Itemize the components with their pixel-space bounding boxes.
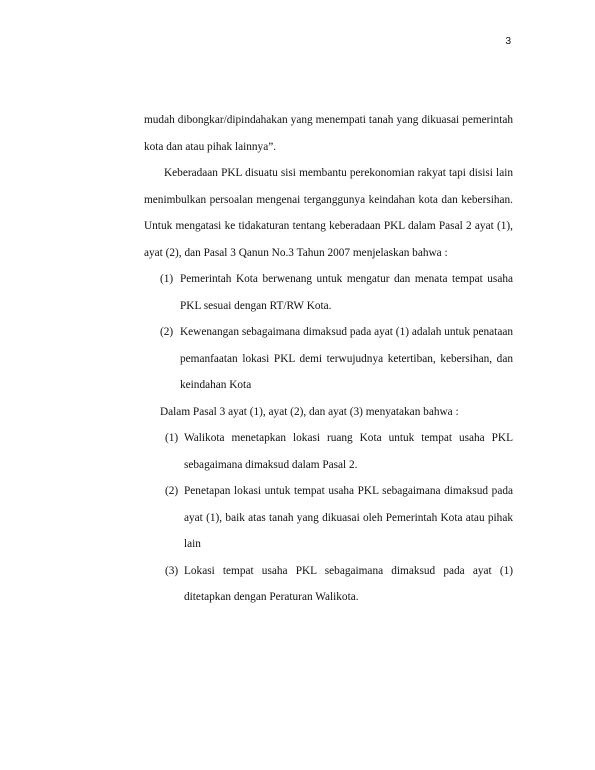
article-2-list	[160, 266, 513, 399]
list-item	[165, 425, 513, 478]
list-item-marker: (1)	[160, 273, 174, 285]
article-3-list	[165, 425, 513, 611]
list-item-text: Penetapan lokasi untuk tempat usaha PKL sebagaimana dimaksud pada ayat (1), baik atas tanah yang dikuasai oleh Pemerintah Kota atau pihak lain	[184, 485, 513, 550]
list-item	[160, 319, 513, 399]
list-item-marker: (2)	[165, 485, 179, 497]
paragraph-2: Keberadaan PKL disuatu sisi membantu perekonomian rakyat tapi disisi lain menimbulkan persoalan mengenai terganggunya keindahan kota dan kebersihan. Untuk mengatasi ke tidakaturan tentang keberadaan PKL dalam Pasal 2 ayat (1), ayat (2), dan Pasal 3 Qanun No.3 Tahun 2007 menjelaskan bahwa :	[144, 167, 513, 259]
list-item-text: Walikota menetapkan lokasi ruang Kota untuk tempat usaha PKL sebagaimana dimaksud dalam Pasal 2.	[184, 432, 513, 471]
list-item-text: Pemerintah Kota berwenang untuk mengatur dan menata tempat usaha PKL sesuai dengan RT/RW Kota.	[180, 273, 513, 312]
page-number: 3	[505, 36, 511, 47]
list-item-text: Kewenangan sebagaimana dimaksud pada ayat (1) adalah untuk penataan pemanfaatan lokasi PKL demi terwujudnya ketertiban, kebersihan, dan keindahan Kota	[180, 326, 513, 391]
list-item	[165, 478, 513, 558]
list-item-marker: (3)	[165, 564, 179, 577]
document-body	[144, 107, 513, 611]
paragraph-3: Dalam Pasal 3 ayat (1), ayat (2), dan ayat (3) menyatakan bahwa :	[160, 405, 459, 418]
list-item-marker: (2)	[160, 326, 174, 338]
list-item	[160, 266, 513, 319]
list-item-marker: (1)	[165, 432, 179, 444]
paragraph-1: mudah dibongkar/dipindahakan yang menempati tanah yang dikuasai pemerintah kota dan atau pihak lainnya”.	[144, 114, 513, 153]
list-item	[165, 558, 513, 611]
list-item-text: Lokasi tempat usaha PKL sebagaimana dimaksud pada ayat (1) ditetapkan dengan Peraturan Walikota.	[184, 564, 513, 603]
